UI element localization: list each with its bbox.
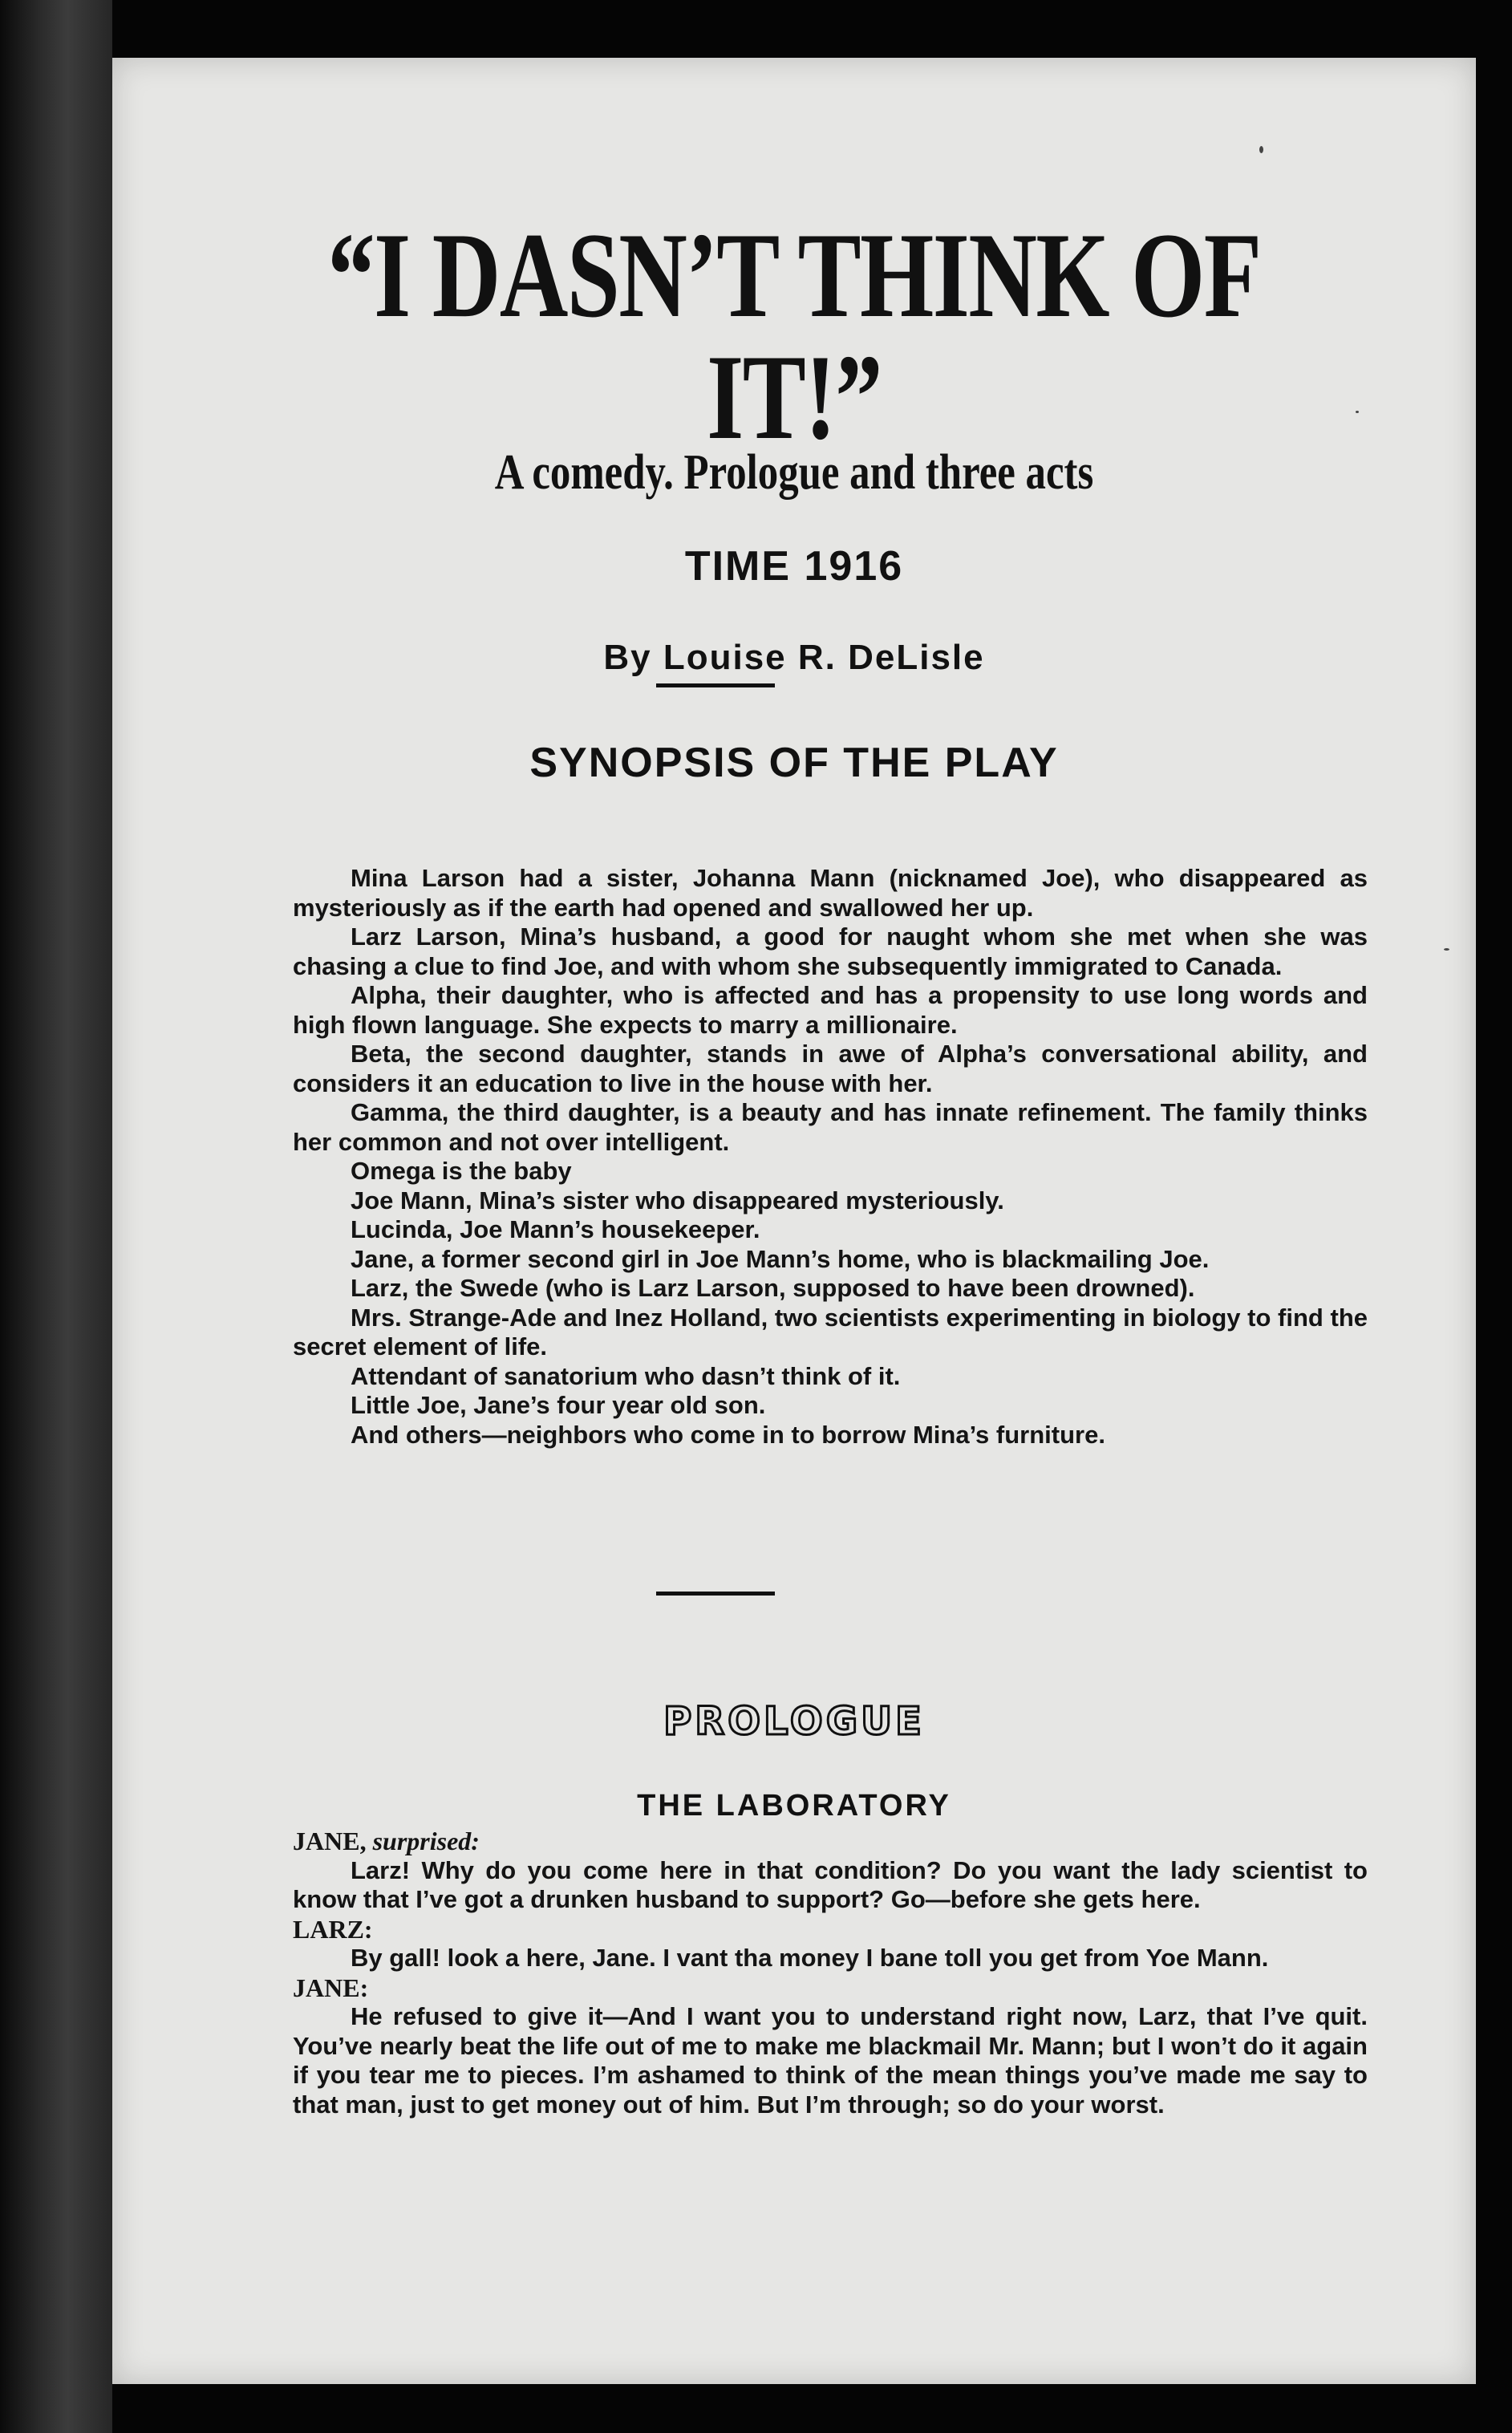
synopsis-paragraph: Omega is the baby [351, 1157, 572, 1185]
stage-direction: surprised: [372, 1827, 480, 1855]
dialogue-speaker [293, 1827, 1368, 1856]
play-author: By Louise R. DeLisle [603, 638, 985, 677]
synopsis-paragraph: Beta, the second daughter, stands in awe of Alpha’s conversational ability, and considers it an education to live in the house with her. [293, 1040, 1368, 1097]
dialogue-line: He refused to give it—And I want you to understand right now, Larz, that I’ve quit. You’ve nearly beat the life out of me to make me blackmail Mr. Mann; but I won’t do it again if you tear me to pieces. I’m ashamed to think of the mean things you’ve made me say to that man, just to get money out of him. But I’m through; so do your worst. [293, 2002, 1368, 2119]
speaker-name: JANE, [293, 1827, 367, 1855]
synopsis-paragraph: Alpha, their daughter, who is affected and has a propensity to use long words and high flown language. She expects to marry a millionaire. [293, 981, 1368, 1039]
synopsis-paragraph: Gamma, the third daughter, is a beauty and has innate refinement. The family thinks her common and not over intelligent. [293, 1098, 1368, 1156]
synopsis-paragraph: Attendant of sanatorium who dasn’t think of it. [351, 1361, 901, 1390]
scan-border-left [0, 0, 112, 2433]
synopsis-paragraph: Larz, the Swede (who is Larz Larson, supposed to have been drowned). [351, 1274, 1195, 1302]
synopsis-body [293, 864, 1368, 1450]
synopsis-paragraph: Joe Mann, Mina’s sister who disappeared mysteriously. [351, 1186, 1004, 1214]
scan-speck [1444, 948, 1449, 951]
synopsis-paragraph: And others—neighbors who come in to borrow Mina’s furniture. [351, 1420, 1105, 1449]
dialogue-line: Larz! Why do you come here in that condition? Do you want the lady scientist to know that I’ve got a drunken husband to support? Go—before she gets here. [293, 1855, 1368, 1913]
play-subtitle: A comedy. Prologue and three acts [494, 445, 1094, 500]
prologue-dialogue [293, 1827, 1368, 2119]
divider-rule [656, 1592, 775, 1596]
synopsis-paragraph: Jane, a former second girl in Joe Mann’s home, who is blackmailing Joe. [351, 1244, 1210, 1273]
play-title: “I DASN’T THINK OF IT!” [327, 208, 1261, 464]
dialogue-line: By gall! look a here, Jane. I vant tha money I bane toll you get from Yoe Mann. [351, 1944, 1269, 1972]
dialogue-speaker [293, 1915, 1368, 1944]
synopsis-paragraph: Little Joe, Jane’s four year old son. [351, 1391, 766, 1419]
speaker-name: JANE: [293, 1973, 369, 2002]
scan-speck [1259, 146, 1263, 153]
synopsis-paragraph: Larz Larson, Mina’s husband, a good for naught whom she met when she was chasing a clue to find Joe, and with whom she subsequently immigrated to Canada. [293, 923, 1368, 980]
scene-heading: THE LABORATORY [637, 1789, 951, 1823]
synopsis-paragraph: Mrs. Strange-Ade and Inez Holland, two scientists experimenting in biology to find the secret element of life. [293, 1303, 1368, 1360]
synopsis-paragraph: Lucinda, Joe Mann’s housekeeper. [351, 1215, 760, 1243]
play-time: TIME 1916 [684, 543, 904, 590]
synopsis-paragraph: Mina Larson had a sister, Johanna Mann (nicknamed Joe), who disappeared as mysteriously as if the earth had opened and swallowed her up. [293, 864, 1368, 922]
document-page [112, 58, 1476, 2384]
dialogue-speaker [293, 1973, 1368, 2003]
speaker-name: LARZ: [293, 1914, 373, 1944]
synopsis-heading: SYNOPSIS OF THE PLAY [529, 740, 1059, 786]
divider-rule [656, 683, 775, 687]
scan-speck [1356, 411, 1359, 413]
prologue-heading: PROLOGUE [663, 1699, 925, 1744]
